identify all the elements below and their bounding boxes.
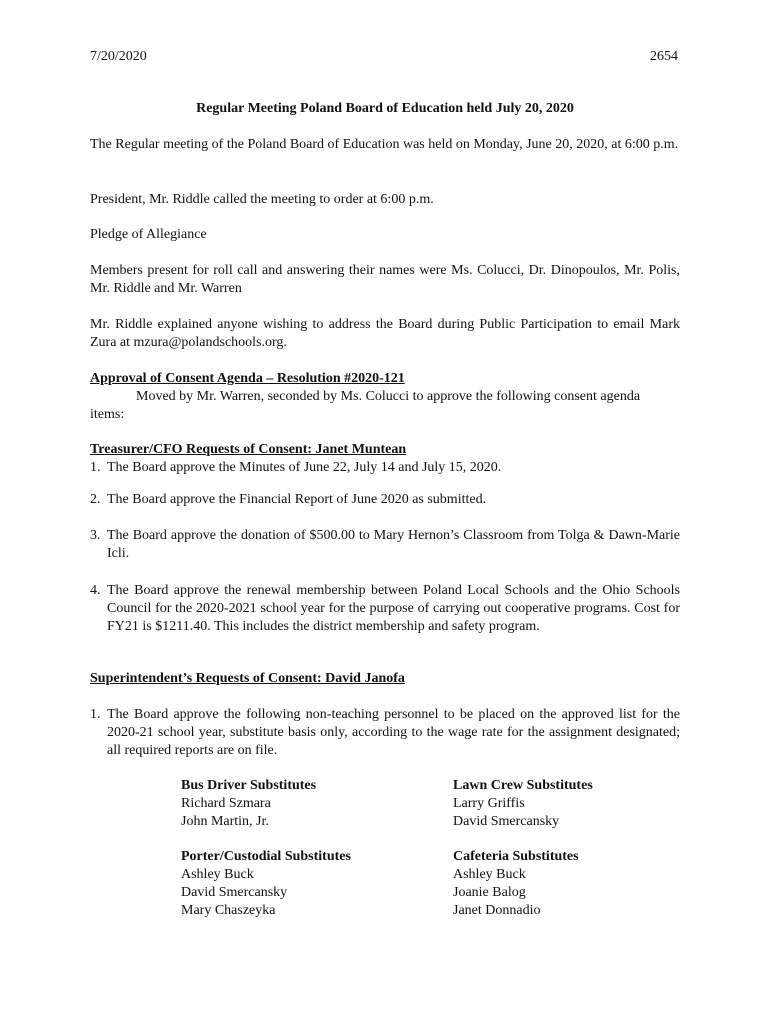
list-text: The Board approve the Financial Report of June 2020 as submitted. (107, 492, 487, 507)
substitute-name: Richard Szmara (181, 796, 271, 811)
header-page-number: 2654 (650, 49, 678, 64)
document-title: Regular Meeting Poland Board of Education held July 20, 2020 (196, 101, 574, 116)
consent-motion-line-1: Moved by Mr. Warren, seconded by Ms. Colucci to approve the following consent agenda (136, 389, 641, 404)
intro-paragraph-roll-call: Members present for roll call and answering their names were Ms. Colucci, Dr. Dinopoulos, Mr. Polis, Mr. Riddle and Mr. Warren (90, 263, 680, 296)
consent-motion-line-2: items: (90, 407, 125, 422)
list-text: The Board approve the Minutes of June 22, July 14 and July 15, 2020. (107, 460, 502, 475)
superintendent-heading: Superintendent’s Requests of Consent: David Janofa (90, 671, 405, 686)
list-text: The Board approve the renewal membership between Poland Local Schools and the Ohio Schools Council for the 2020-2021 school year for the purpose of carrying out cooperative programs. Cost for FY21 is $1211.40. This includes the district membership and safety program. (107, 583, 680, 634)
consent-heading: Approval of Consent Agenda – Resolution #2020-121 (90, 371, 405, 386)
list-number: 1. (90, 707, 101, 722)
list-number: 1. (90, 460, 101, 475)
substitute-name: Larry Griffis (453, 796, 525, 811)
bus-driver-substitutes (181, 777, 316, 831)
bus-driver-heading: Bus Driver Substitutes (181, 778, 317, 793)
substitute-name: Mary Chaszeyka (181, 903, 276, 918)
intro-paragraph-call-to-order: President, Mr. Riddle called the meeting to order at 6:00 p.m. (90, 192, 434, 207)
cafeteria-heading: Cafeteria Substitutes (453, 849, 579, 864)
intro-paragraph-pledge: Pledge of Allegiance (90, 227, 207, 242)
intro-paragraph-meeting: The Regular meeting of the Poland Board of Education was held on Monday, June 20, 2020, at 6:00 p.m. (90, 137, 679, 152)
treasurer-item (90, 527, 680, 563)
intro-paragraph-public-participation: Mr. Riddle explained anyone wishing to address the Board during Public Participation to email Mark Zura at mzura@polandschools.org. (90, 317, 680, 350)
header-date: 7/20/2020 (90, 49, 147, 64)
list-text: The Board approve the donation of $500.00 to Mary Hernon’s Classroom from Tolga & Dawn-Marie Icli. (107, 528, 680, 561)
treasurer-heading: Treasurer/CFO Requests of Consent: Janet Muntean (90, 442, 407, 457)
substitute-name: Ashley Buck (453, 867, 526, 882)
treasurer-item (90, 582, 680, 636)
substitute-name: John Martin, Jr. (181, 814, 269, 829)
list-number: 3. (90, 528, 101, 543)
list-number: 2. (90, 492, 101, 507)
porter-custodial-heading: Porter/Custodial Substitutes (181, 849, 351, 864)
porter-custodial-substitutes (181, 848, 351, 920)
lawn-crew-substitutes (453, 777, 593, 831)
substitute-name: David Smercansky (181, 885, 288, 900)
list-number: 4. (90, 583, 101, 598)
substitute-name: Ashley Buck (181, 867, 254, 882)
substitute-name: Janet Donnadio (453, 903, 541, 918)
cafeteria-substitutes (453, 848, 579, 920)
treasurer-item (90, 491, 680, 509)
lawn-crew-heading: Lawn Crew Substitutes (453, 778, 593, 793)
substitute-name: David Smercansky (453, 814, 560, 829)
superintendent-item (90, 706, 680, 760)
substitute-name: Joanie Balog (453, 885, 526, 900)
treasurer-item (90, 459, 680, 477)
list-text: The Board approve the following non-teaching personnel to be placed on the approved list for the 2020-21 school year, substitute basis only, according to the wage rate for the assignment designated; all required reports are on file. (107, 707, 680, 758)
